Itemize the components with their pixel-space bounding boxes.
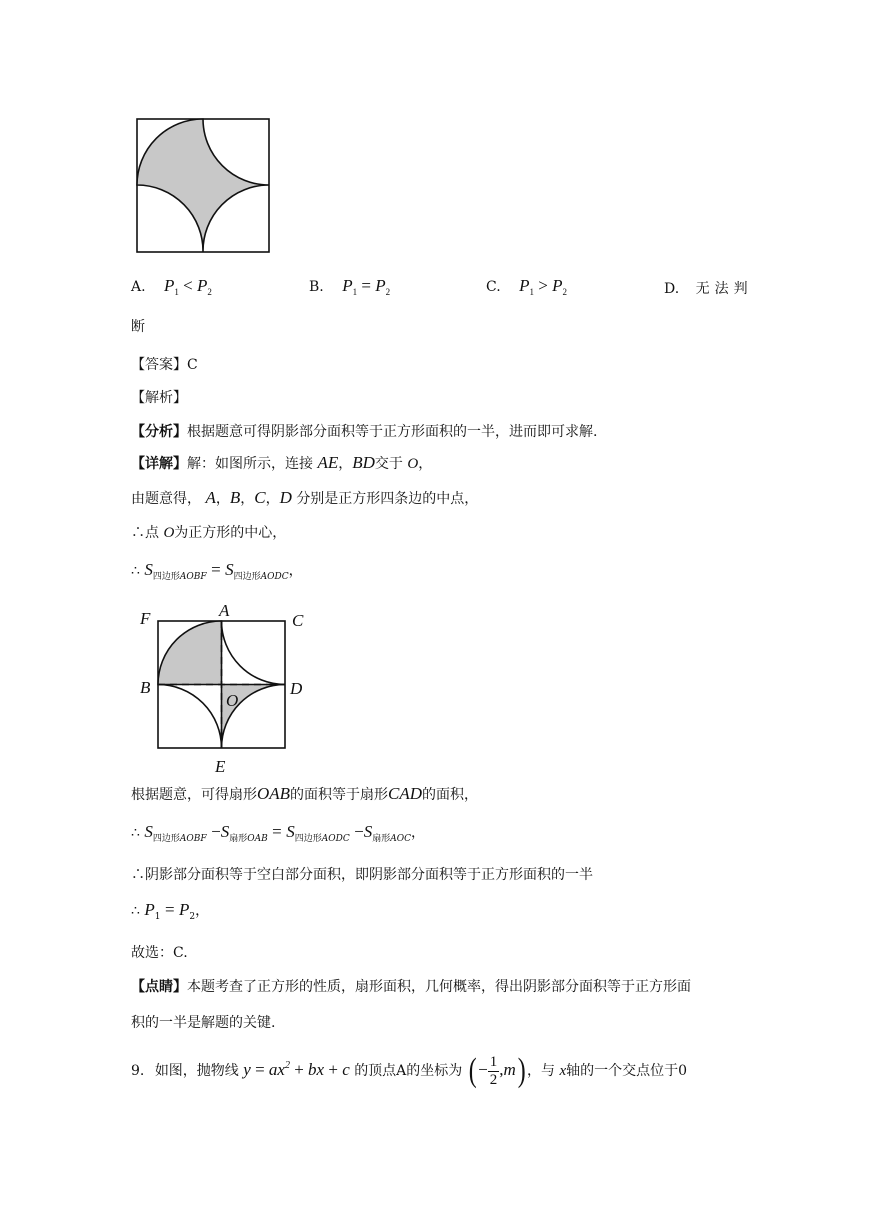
eq1-equals: = xyxy=(211,560,221,579)
eq2-t4-cn: 扇形 xyxy=(372,834,391,844)
center-pre: ∴点 xyxy=(131,525,159,541)
detail-intro: 解：如图所示，连接 xyxy=(187,456,313,472)
q9-pre: 如图，抛物线 xyxy=(154,1062,239,1079)
segment-ae: AE xyxy=(317,453,339,472)
eq3-p1: P xyxy=(144,900,155,919)
point-b: B xyxy=(229,488,241,507)
sector-post: 的面积， xyxy=(422,787,479,803)
center-post: 为正方形的中心， xyxy=(174,525,287,541)
figure-square-shaded xyxy=(135,116,272,255)
option-d-label: D. xyxy=(664,281,680,297)
option-b xyxy=(309,276,390,297)
fenxi-label: 【分析】 xyxy=(131,424,187,440)
q9-frac-den: 2 xyxy=(489,1071,498,1088)
q9-m: m xyxy=(503,1059,516,1079)
eq2-s4: S xyxy=(363,822,373,841)
sector-mid: 的面积等于扇形 xyxy=(290,787,389,803)
label-f: F xyxy=(140,609,151,628)
label-d: D xyxy=(290,679,303,698)
answer-label: 【答案】 xyxy=(131,357,187,373)
q9-number: 9. xyxy=(131,1062,145,1079)
detail-line xyxy=(131,453,432,473)
eq3-sub2: 2 xyxy=(189,912,196,922)
dianjing-text-1: 本题考查了正方形的性质，扇形面积，几何概率，得出阴影部分面积等于正方形面 xyxy=(187,979,691,995)
eq3-end: ， xyxy=(195,903,210,919)
shadow-line: ∴阴影部分面积等于空白部分面积，即阴影部分面积等于正方形面积的一半 xyxy=(131,867,593,883)
analysis-heading: 【解析】 xyxy=(131,390,187,406)
eq3-equals: = xyxy=(164,900,175,919)
equation-2 xyxy=(131,822,425,844)
choice-line: 故选：C. xyxy=(131,945,188,961)
point-d: D xyxy=(279,488,292,507)
dianjing-line-1 xyxy=(131,976,691,996)
dianjing-label: 【点睛】 xyxy=(131,979,187,995)
fenxi-text: 根据题意可得阴影部分面积等于正方形面积的一半，进而即可求解. xyxy=(187,424,598,440)
q9-post2: 轴的一个交点位于0 xyxy=(566,1062,688,1079)
q9-frac-num: 1 xyxy=(489,1053,498,1070)
sector-line xyxy=(131,784,478,804)
eq2-t3-it: AODC xyxy=(321,834,350,844)
points-line: 由题意得， A，B，C，D 分别是正方形四条边的中点， xyxy=(131,488,479,507)
answer-line xyxy=(131,354,198,374)
option-a xyxy=(131,276,212,297)
equation-3 xyxy=(131,900,209,922)
detail-comma: ， xyxy=(418,456,433,472)
option-d xyxy=(664,278,753,298)
eq2-t3-cn: 四边形 xyxy=(294,834,322,844)
eq1-therefore: ∴ xyxy=(131,563,140,579)
eq1-s-right: S xyxy=(225,560,234,579)
q9-x: x xyxy=(559,1062,567,1079)
eq1-sub1-cn: 四边形 xyxy=(152,572,180,582)
eq2-end: ， xyxy=(411,825,426,841)
answer-value: C xyxy=(187,357,198,373)
option-b-label: B. xyxy=(309,279,324,295)
option-a-label: A. xyxy=(131,279,146,295)
detail-tail: 交于 xyxy=(374,456,403,472)
eq2-t1-it: AOBF xyxy=(179,834,207,844)
option-a-math: $P_1 < P_2$ xyxy=(164,276,212,297)
dianjing-line-2: 积的一半是解题的关键. xyxy=(131,1015,276,1031)
eq3-sub1: 1 xyxy=(154,912,161,922)
detail-sep: ， xyxy=(338,456,353,472)
label-c: C xyxy=(292,611,304,630)
label-a: A xyxy=(219,601,230,620)
fenxi-line xyxy=(131,421,597,441)
eq2-t4-it: AOC xyxy=(390,834,412,844)
option-d-text: 无法判 xyxy=(695,281,753,297)
option-c-label: C. xyxy=(486,279,501,295)
detail-label: 【详解】 xyxy=(131,456,187,472)
eq3-therefore: ∴ xyxy=(131,903,140,919)
option-d-continued: 断 xyxy=(131,319,145,335)
sector-pre: 根据题意，可得扇形 xyxy=(131,787,257,803)
eq2-t2-it: OAB xyxy=(247,834,268,844)
eq1-end: ， xyxy=(288,563,303,579)
eq1-s-left: S xyxy=(144,560,153,579)
sector-cad: CAD xyxy=(388,784,423,803)
points-post: 分别是正方形四条边的中点， xyxy=(296,491,479,507)
eq1-sub1-it: AOBF xyxy=(179,572,207,582)
center-line xyxy=(131,522,286,542)
eq2-s1: S xyxy=(144,822,153,841)
label-b: B xyxy=(140,678,151,697)
figure-square-labeled xyxy=(132,598,312,776)
label-e: E xyxy=(215,757,226,776)
eq2-minus-2: − xyxy=(354,822,364,841)
eq2-t1-cn: 四边形 xyxy=(152,834,180,844)
eq2-s2: S xyxy=(220,822,230,841)
eq2-t2-cn: 扇形 xyxy=(229,834,248,844)
eq2-equals: = xyxy=(272,822,282,841)
q9-vertex-coordinates: (− $\frac{1}{2}$ ,m) xyxy=(468,1052,526,1089)
center-o: O xyxy=(163,525,175,541)
q9-mid: 的顶点A的坐标为 xyxy=(354,1062,463,1079)
option-b-math: $P_1 = P_2$ xyxy=(342,276,391,297)
option-c xyxy=(486,276,567,297)
point-o: O xyxy=(407,456,419,472)
point-a: A xyxy=(205,488,216,507)
eq1-sub2-it: AODC xyxy=(260,572,289,582)
sector-oab: OAB xyxy=(257,784,291,803)
equation-1 xyxy=(131,560,303,582)
question-9 xyxy=(131,1052,687,1090)
q9-parabola-equation: $y = ax^2$ + bx + c xyxy=(243,1059,350,1079)
label-o: O xyxy=(226,691,239,710)
eq2-therefore: ∴ xyxy=(131,825,140,841)
eq1-sub2-cn: 四边形 xyxy=(233,572,261,582)
segment-bd: BD xyxy=(352,453,375,472)
eq2-s3: S xyxy=(286,822,295,841)
q9-post1: ，与 xyxy=(527,1062,556,1079)
eq2-minus-1: − xyxy=(211,822,221,841)
point-c: C xyxy=(254,488,266,507)
option-c-math: $P_1 > P_2$ xyxy=(519,276,567,297)
points-pre: 由题意得， xyxy=(131,491,201,507)
eq3-p2: P xyxy=(179,900,190,919)
